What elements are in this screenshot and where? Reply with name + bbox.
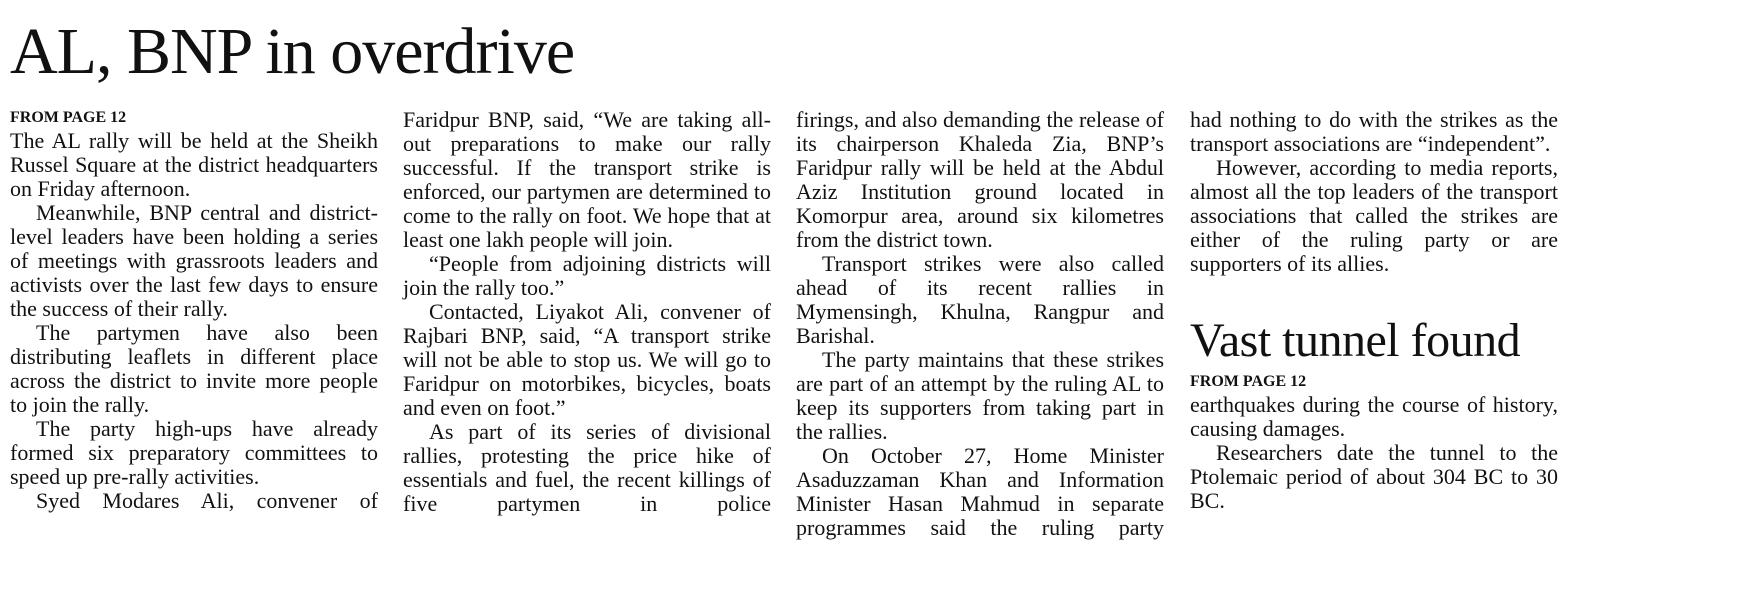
paragraph: On October 27, Home Minister Asaduzzaman Khan and Information Minister Hasan Mahmud in separate programmes said the ruling party bbox=[796, 443, 1164, 540]
paragraph: Syed Modares Ali, convener of bbox=[36, 488, 378, 513]
paragraph: Faridpur BNP, said, “We are taking all-out preparations to make our rally successful. If the transport strike is enforced, our partymen are determined to come to the rally on foot. We hope that at least one lakh people will join. bbox=[403, 107, 771, 252]
jump-kicker-secondary: FROM PAGE 12 bbox=[1190, 373, 1307, 390]
paragraph: The partymen have also been distributing leaflets in different place across the district to invite more people to join the rally. bbox=[10, 320, 378, 417]
paragraph: However, according to media reports, almost all the top leaders of the transport associations that called the strikes are either of the ruling party or are supporters of its allies. bbox=[1190, 155, 1558, 276]
paragraph: Transport strikes were also called ahead of its recent rallies in Mymensingh, Khulna, Rangpur and Barishal. bbox=[796, 251, 1164, 348]
paragraph: Meanwhile, BNP central and district-level leaders have been holding a series of meetings with grassroots leaders and activists over the last few days to ensure the success of their rally. bbox=[10, 200, 378, 321]
paragraph: earthquakes during the course of history, causing damages. bbox=[1190, 392, 1558, 441]
article-column-2 bbox=[403, 108, 771, 516]
article-column-3 bbox=[796, 108, 1164, 540]
article-column-1 bbox=[10, 108, 378, 513]
article-column-4 bbox=[1190, 108, 1558, 513]
paragraph: Contacted, Liyakot Ali, convener of Rajbari BNP, said, “A transport strike will not be able to stop us. We will go to Faridpur on motorbikes, bicycles, boats and even on foot.” bbox=[403, 299, 771, 420]
paragraph: The AL rally will be held at the Sheikh Russel Square at the district headquarters on Friday afternoon. bbox=[10, 128, 378, 201]
paragraph: As part of its series of divisional rallies, protesting the price hike of essentials and fuel, the recent killings of five partymen in police bbox=[403, 419, 771, 516]
paragraph: The party maintains that these strikes are part of an attempt by the ruling AL to keep its supporters from taking part in the rallies. bbox=[796, 347, 1164, 444]
paragraph: firings, and also demanding the release of its chairperson Khaleda Zia, BNP’s Faridpur rally will be held at the Abdul Aziz Institution ground located in Komorpur area, around six kilometres from the district town. bbox=[796, 107, 1164, 252]
paragraph: Researchers date the tunnel to the Ptolemaic period of about 304 BC to 30 BC. bbox=[1190, 440, 1558, 513]
paragraph: had nothing to do with the strikes as the transport associations are “independent”. bbox=[1190, 107, 1558, 156]
story-headline-secondary: Vast tunnel found bbox=[1190, 314, 1521, 367]
paragraph: The party high-ups have already formed six preparatory committees to speed up pre-rally activities. bbox=[10, 416, 378, 489]
story-headline: AL, BNP in overdrive bbox=[10, 15, 575, 88]
jump-kicker: FROM PAGE 12 bbox=[10, 109, 127, 126]
paragraph: “People from adjoining districts will join the rally too.” bbox=[403, 251, 771, 300]
